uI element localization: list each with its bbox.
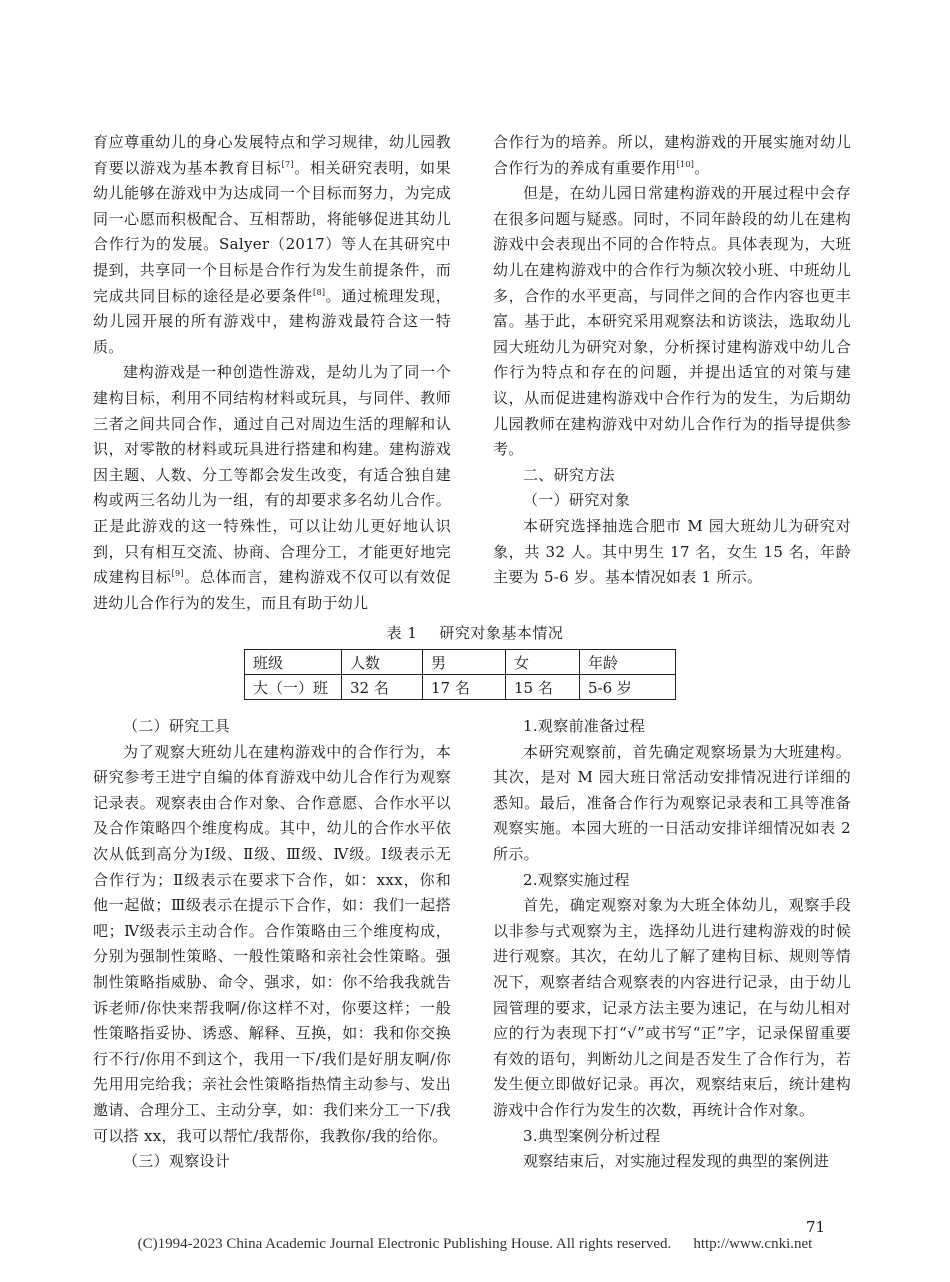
subjects-table [244, 649, 676, 700]
paragraph: 建构游戏是一种创造性游戏，是幼儿为了同一个建构目标，利用不同结构材料或玩具，与同伴、教师三者之间共同合作，通过自己对周边生活的理解和认识，对零散的材料或玩具进行搭建和构建。建构游戏因主题、人数、分工等都会发生改变，有适合独自建构或两三名幼儿为一组，有的却要求多名幼儿合作。正是此游戏的这一特殊性，可以让幼儿更好地认识到，只有相互交流、协商、合理分工，才能更好地完成建构目标[9]。总体而言，建构游戏不仅可以有效促进幼儿合作行为的发生，而且有助于幼儿 [93, 363, 451, 612]
table-header-cell: 女 [506, 650, 580, 675]
right-column-top [493, 130, 851, 591]
footer-link[interactable]: http://www.cnki.net [693, 1236, 813, 1252]
table-header-cell: 年龄 [580, 650, 676, 675]
step-heading-implementation: 2.观察实施过程 [523, 870, 630, 889]
subsection-heading-tools: （二）研究工具 [123, 717, 231, 735]
table-label: 表 1 [386, 624, 418, 642]
paragraph: 但是，在幼儿园日常建构游戏的开展过程中会存在很多问题与疑惑。同时，不同年龄段的幼儿在建构游戏中会表现出不同的合作特点。具体表现为，大班幼儿在建构游戏中的合作行为频次较小班、中班幼儿多，合作的水平更高，与同伴之间的合作内容也更丰富。基于此，本研究采用观察法和访谈法，选取幼儿园大班幼儿为研究对象，分析探讨建构游戏中幼儿合作行为特点和存在的问题，并提出适宜的对策与建议，从而促进建构游戏中合作行为的发生，为后期幼儿园教师在建构游戏中对幼儿合作行为的指导提供参考。 [493, 184, 851, 459]
table-header-cell: 男 [423, 650, 506, 675]
citation-ref[interactable]: [10] [676, 159, 695, 169]
subsection-heading-subjects: （一）研究对象 [523, 491, 631, 510]
footer [0, 1236, 950, 1253]
paragraph: 观察结束后，对实施过程发现的典型的案例进 [523, 1152, 830, 1171]
table-cell: 5-6 岁 [580, 675, 676, 700]
table-header-row [245, 650, 676, 675]
step-heading-case-analysis: 3.典型案例分析过程 [523, 1126, 661, 1145]
paragraph: 育应尊重幼儿的身心发展特点和学习规律，幼儿园教育要以游戏为基本教育目标[7]。相关研究表明，如果幼儿能够在游戏中为达成同一个目标而努力，为完成同一心愿而积极配合、互相帮助，将能够促进其幼儿合作行为的发展。Salyer（2017）等人在其研究中提到，共享同一个目标是合作行为发生前提条件，而完成共同目标的途径是必要条件[8]。通过梳理发现，幼儿园开展的所有游戏中，建构游戏最符合这一特质。 [93, 133, 451, 356]
citation-ref[interactable]: [7] [281, 159, 294, 169]
citation-ref[interactable]: [9] [171, 569, 184, 579]
paragraph: 本研究选择抽选合肥市 M 园大班幼儿为研究对象，共 32 人。其中男生 17 名，女生 15 名，年龄主要为 5-6 岁。基本情况如表 1 所示。 [493, 516, 851, 587]
table-caption [0, 622, 950, 643]
table-row [245, 675, 676, 700]
step-heading-preparation: 1.观察前准备过程 [523, 717, 646, 735]
copyright-notice: (C)1994-2023 China Academic Journal Electronic Publishing House. All rights reserved. [137, 1236, 672, 1252]
table-cell: 17 名 [423, 675, 506, 700]
paragraph: 本研究观察前，首先确定观察场景为大班建构。其次，是对 M 园大班日常活动安排情况进行详细的悉知。最后，准备合作行为观察记录表和工具等准备观察实施。本园大班的一日活动安排详细情况如表 2 所示。 [493, 742, 851, 863]
table-header-cell: 班级 [245, 650, 342, 675]
left-column-top [93, 130, 451, 616]
left-column-bottom [93, 714, 451, 1175]
table-cell: 15 名 [506, 675, 580, 700]
paragraph: 合作行为的培养。所以，建构游戏的开展实施对幼儿合作行为的养成有重要作用[10]。 [493, 133, 851, 177]
section-heading-methods: 二、研究方法 [523, 465, 615, 484]
citation-ref[interactable]: [8] [313, 287, 326, 297]
subsection-heading-design: （三）观察设计 [123, 1152, 231, 1171]
table-cell: 大（一）班 [245, 675, 342, 700]
paragraph: 首先，确定观察对象为大班全体幼儿，观察手段以非参与式观察为主，选择幼儿进行建构游戏的时候进行观察。其次，在幼儿了解了建构目标、规则等情况下，观察者结合观察表的内容进行记录，由于幼儿园管理的要求，记录方法主要为速记，在与幼儿相对应的行为表现下打“√”或书写“正”字，记录保留重要有效的语句，判断幼儿之间是否发生了合作行为，若发生便立即做好记录。再次，观察结束后，统计建构游戏中合作行为发生的次数，再统计合作对象。 [493, 896, 851, 1119]
table-cell: 32 名 [342, 675, 423, 700]
paragraph: 为了观察大班幼儿在建构游戏中的合作行为，本研究参考王进宁自编的体育游戏中幼儿合作行为观察记录表。观察表由合作对象、合作意愿、合作水平以及合作策略四个维度构成。其中，幼儿的合作水平依次从低到高分为Ⅰ级、Ⅱ级、Ⅲ级、Ⅳ级。Ⅰ级表示无合作行为；Ⅱ级表示在要求下合作，如：xxx，你和他一起做；Ⅲ级表示在提示下合作，如：我们一起搭吧；Ⅳ级表示主动合作。合作策略由三个维度构成，分别为强制性策略、一般性策略和亲社会性策略。强制性策略指威胁、命令、强求，如：你不给我我就告诉老师/你快来帮我啊/你这样不对，你要这样；一般性策略指妥协、诱惑、解释、互换，如：我和你交换行不行/你用不到这个，我用一下/我们是好朋友啊/你先用用完给我；亲社会性策略指热情主动参与、发出邀请、合理分工、主动分享，如：我们来分工一下/我可以搭 xx，我可以帮忙/我帮你，我教你/我的给你。 [93, 742, 451, 1145]
page-number: 71 [806, 1218, 826, 1236]
table-title: 研究对象基本情况 [439, 624, 564, 642]
right-column-bottom [493, 714, 851, 1175]
table-header-cell: 人数 [342, 650, 423, 675]
